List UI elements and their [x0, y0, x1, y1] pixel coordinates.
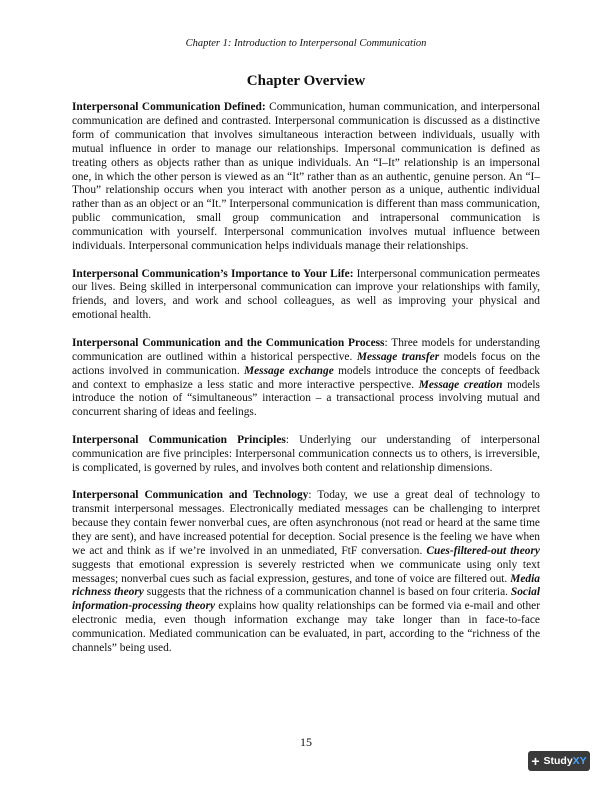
body-text: : Today, we use a great deal of technology to transmit interpersonal messages. Electronically mediated messages can be challenging to interpret because they contain fewer nonverbal cues, are often asynchronous (not read or heard at the same time they are sent), and have increased potential for deception. Social presence is the feeling we have when we act and think as if we’re involved in an unmediated, FtF conversation. [72, 489, 540, 557]
body-text: models introduce the concepts of feedback and context to emphasize a less static and more interactive perspective. [72, 364, 540, 391]
body-text: explains how quality relationships can be formed via e-mail and other electronic media, even though information exchange may take longer than in face-to-face communication. Mediated communication can be evaluated, in part, according to the “richness of the channels” being used. [72, 600, 541, 655]
section-heading: Interpersonal Communication and Technology [72, 489, 309, 502]
plus-icon: + [531, 753, 540, 769]
badge-label [544, 755, 587, 767]
key-term: Message transfer [356, 350, 440, 363]
body-text: : Three models for understanding communication are outlined within a historical perspective. [72, 336, 540, 363]
section-paragraph [72, 489, 540, 656]
body-text: suggests that the richness of a communication channel is based on four criteria. [143, 586, 511, 599]
studyxy-badge[interactable] [528, 751, 590, 771]
section-paragraph [72, 337, 540, 420]
section-paragraph [72, 101, 540, 254]
body-text: Interpersonal communication permeates our lives. Being skilled in interpersonal communication can improve your relationships with family, friends, and lovers, and work and school colleagues, as well as improving your physical and emotional health. [72, 267, 540, 322]
body-text: models introduce the notion of “simultaneous” interaction – a transactional process involving mutual and concurrent sharing of ideas and feelings. [72, 378, 540, 419]
section-paragraph [72, 268, 540, 324]
document-body [72, 101, 540, 670]
body-text: suggests that emotional expression is severely restricted when we communicate using only text messages; nonverbal cues such as facial expression, gestures, and tone of voice are filtered out. [72, 558, 540, 585]
section-heading: Interpersonal Communication’s Importance to Your Life: [72, 267, 354, 280]
key-term: Cues-filtered-out theory [426, 544, 540, 557]
page-number: 15 [300, 735, 312, 749]
section-heading: Interpersonal Communication and the Communication Process [72, 336, 385, 349]
key-term: Message creation [418, 378, 503, 391]
badge-suffix: XY [572, 755, 587, 767]
section-heading: Interpersonal Communication Defined: [72, 101, 266, 113]
key-term: Social information-processing theory [72, 586, 540, 613]
body-text: : Underlying our understanding of interpersonal communication are five principles: Interpersonal communication connects us to others, is irreversible, is complicated, is governed by rules, and involves both content and relationship dimensions. [72, 433, 540, 474]
section-heading: Interpersonal Communication Principles [72, 433, 286, 446]
key-term: Message exchange [244, 364, 334, 377]
section-paragraph [72, 434, 540, 476]
body-text: models focus on the actions involved in communication. [72, 350, 541, 377]
badge-prefix: Study [543, 755, 573, 767]
body-text: Communication, human communication, and interpersonal communication are defined and contrasted. Interpersonal communication is discussed as a distinctive form of communication that involves simultaneous interaction between individuals, usually with mutual influence in order to manage our relationships. Impersonal communication is defined as treating others as objects rather than as unique individuals. An “I–It” relationship is an impersonal one, in which the other person is viewed as an “It” rather than as an authentic, genuine person. An “I–Thou” relationship occurs when you interact with another person as a unique, authentic individual rather than as an object or an “It.” Interpersonal communication is different than mass communication, public communication, small group communication and intrapersonal communication is communication with yourself. Interpersonal communication involves mutual influence between individuals. Interpersonal communication helps individuals manage their relationships. [72, 101, 540, 253]
page-title: Chapter Overview [246, 73, 366, 89]
key-term: Media richness theory [72, 572, 540, 599]
running-header: Chapter 1: Introduction to Interpersonal Communication [185, 38, 427, 49]
